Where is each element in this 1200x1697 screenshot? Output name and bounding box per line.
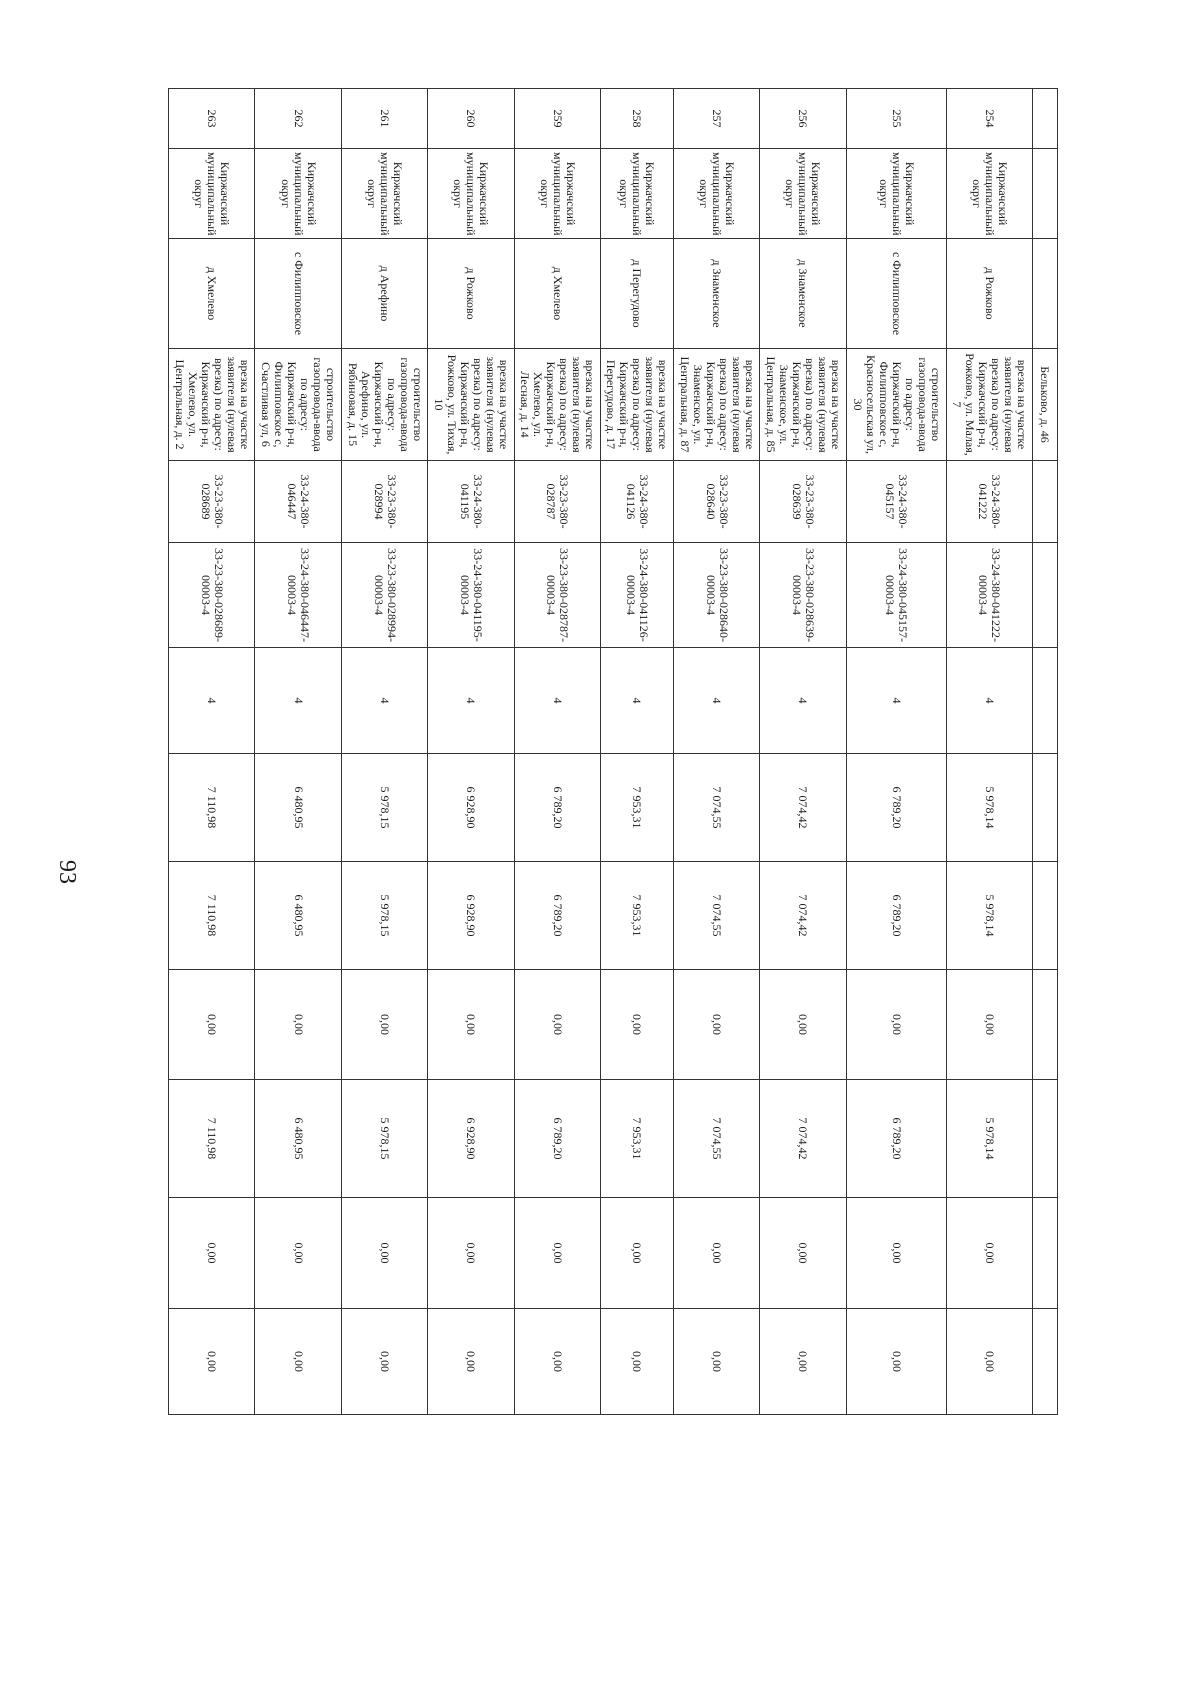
cell-row-number: 262 — [255, 89, 341, 149]
cell-category: 4 — [514, 648, 600, 754]
cell-district: Киржачский муниципальный округ — [169, 149, 255, 239]
cell-locality: д Хмелево — [514, 239, 600, 349]
cell-locality: д Знаменское — [760, 239, 846, 349]
cell-amount-1: 6 789,20 — [846, 754, 946, 862]
cell-amount-5: 0,00 — [601, 1198, 674, 1309]
cell-object-full-code: 33-24-380-041222-00003-4 — [946, 543, 1032, 648]
cell-amount-3: 0,00 — [846, 970, 946, 1080]
top-cell-empty — [1033, 89, 1058, 149]
top-cell-empty — [1033, 1309, 1058, 1415]
cell-district: Киржачский муниципальный округ — [514, 149, 600, 239]
rotated-table-container — [168, 88, 1058, 1372]
cell-object-full-code: 33-23-380-028639-00003-4 — [760, 543, 846, 648]
table-row — [341, 89, 427, 1415]
cell-amount-4: 7 074,55 — [673, 1080, 759, 1198]
cell-locality: д Перегудово — [601, 239, 674, 349]
cell-object-full-code: 33-23-380-028689-00003-4 — [169, 543, 255, 648]
cell-row-number: 261 — [341, 89, 427, 149]
cell-object-code: 33-24-380-041222 — [946, 461, 1032, 543]
table-row — [601, 89, 674, 1415]
cell-category: 4 — [428, 648, 514, 754]
cell-amount-1: 6 789,20 — [514, 754, 600, 862]
cell-object-code: 33-24-380-041195 — [428, 461, 514, 543]
cell-row-number: 263 — [169, 89, 255, 149]
cell-category: 4 — [846, 648, 946, 754]
cell-category: 4 — [169, 648, 255, 754]
cell-district: Киржачский муниципальный округ — [846, 149, 946, 239]
cell-object-full-code: 33-23-380-028787-00003-4 — [514, 543, 600, 648]
cell-row-number: 256 — [760, 89, 846, 149]
cell-object-full-code: 33-23-380-028994-00003-4 — [341, 543, 427, 648]
data-table — [168, 88, 1058, 1415]
cell-amount-6: 0,00 — [514, 1309, 600, 1415]
cell-row-number: 258 — [601, 89, 674, 149]
cell-row-number: 257 — [673, 89, 759, 149]
cell-work-description: врезка на участке заявителя (нулевая врезка) по адресу: Киржачский р-н, Хмелево, ул. Центральная, д. 2 — [169, 349, 255, 461]
page-number: 93 — [54, 860, 80, 884]
cell-amount-2: 6 928,90 — [428, 862, 514, 970]
cell-amount-3: 0,00 — [255, 970, 341, 1080]
cell-district: Киржачский муниципальный округ — [673, 149, 759, 239]
cell-amount-6: 0,00 — [341, 1309, 427, 1415]
cell-category: 4 — [673, 648, 759, 754]
top-cell-empty — [1033, 754, 1058, 862]
cell-amount-6: 0,00 — [673, 1309, 759, 1415]
cell-amount-2: 7 074,55 — [673, 862, 759, 970]
table-row — [946, 89, 1032, 1415]
cell-district: Киржачский муниципальный округ — [760, 149, 846, 239]
top-cell-address: Бельково, д. 46 — [1033, 349, 1058, 461]
table-row — [760, 89, 846, 1415]
table-row — [169, 89, 255, 1415]
cell-amount-3: 0,00 — [673, 970, 759, 1080]
cell-district: Киржачский муниципальный округ — [601, 149, 674, 239]
table-body — [169, 89, 1058, 1415]
cell-amount-4: 5 978,15 — [341, 1080, 427, 1198]
cell-object-full-code: 33-24-380-041126-00003-4 — [601, 543, 674, 648]
top-cell-empty — [1033, 862, 1058, 970]
cell-amount-2: 7 074,42 — [760, 862, 846, 970]
cell-district: Киржачский муниципальный округ — [341, 149, 427, 239]
cell-object-code: 33-24-380-045157 — [846, 461, 946, 543]
cell-object-code: 33-23-380-028994 — [341, 461, 427, 543]
top-cell-empty — [1033, 543, 1058, 648]
cell-amount-6: 0,00 — [255, 1309, 341, 1415]
table-row — [673, 89, 759, 1415]
cell-work-description: врезка на участке заявителя (нулевая врезка) по адресу: Киржачский р-н, Рожково, ул. Малая, 7 — [946, 349, 1032, 461]
top-cell-empty — [1033, 149, 1058, 239]
cell-amount-4: 5 978,14 — [946, 1080, 1032, 1198]
cell-amount-4: 7 110,98 — [169, 1080, 255, 1198]
cell-amount-6: 0,00 — [169, 1309, 255, 1415]
cell-amount-4: 6 789,20 — [514, 1080, 600, 1198]
cell-row-number: 255 — [846, 89, 946, 149]
top-cell-empty — [1033, 239, 1058, 349]
cell-amount-2: 6 789,20 — [846, 862, 946, 970]
cell-work-description: врезка на участке заявителя (нулевая врезка) по адресу: Киржачский р-н, Знаменское, ул. Центральная, д. 85 — [760, 349, 846, 461]
cell-category: 4 — [255, 648, 341, 754]
cell-amount-2: 6 480,95 — [255, 862, 341, 970]
cell-amount-1: 7 074,42 — [760, 754, 846, 862]
table-row — [846, 89, 946, 1415]
top-cell-empty — [1033, 461, 1058, 543]
cell-work-description: врезка на участке заявителя (нулевая врезка) по адресу: Киржачский р-н, Перегудово, д. 17 — [601, 349, 674, 461]
top-cell-empty — [1033, 970, 1058, 1080]
cell-amount-3: 0,00 — [760, 970, 846, 1080]
cell-category: 4 — [946, 648, 1032, 754]
cell-amount-2: 7 953,31 — [601, 862, 674, 970]
cell-locality: д Знаменское — [673, 239, 759, 349]
cell-amount-5: 0,00 — [946, 1198, 1032, 1309]
cell-work-description: строительство газопровода-ввода по адресу: Киржачский р-н, Филипповское с, Красносельская ул, 30 — [846, 349, 946, 461]
cell-amount-4: 6 480,95 — [255, 1080, 341, 1198]
cell-amount-1: 6 480,95 — [255, 754, 341, 862]
cell-category: 4 — [601, 648, 674, 754]
table-row — [514, 89, 600, 1415]
cell-locality: с Филипповское — [255, 239, 341, 349]
cell-amount-4: 6 789,20 — [846, 1080, 946, 1198]
cell-amount-2: 6 789,20 — [514, 862, 600, 970]
cell-locality: с Филипповское — [846, 239, 946, 349]
top-cell-empty — [1033, 1080, 1058, 1198]
cell-object-code: 33-23-380-028787 — [514, 461, 600, 543]
cell-amount-5: 0,00 — [760, 1198, 846, 1309]
cell-amount-3: 0,00 — [514, 970, 600, 1080]
cell-amount-4: 7 074,42 — [760, 1080, 846, 1198]
cell-object-code: 33-24-380-041126 — [601, 461, 674, 543]
cell-work-description: врезка на участке заявителя (нулевая врезка) по адресу: Киржачский р-н, Знаменское, ул. Центральная, д. 87 — [673, 349, 759, 461]
cell-work-description: строительство газопровода-ввода по адресу: Киржачский р-н, Филипповское с, Счастливая ул, 6 — [255, 349, 341, 461]
cell-locality: д Рожково — [946, 239, 1032, 349]
cell-amount-5: 0,00 — [169, 1198, 255, 1309]
cell-amount-1: 5 978,15 — [341, 754, 427, 862]
cell-object-full-code: 33-24-380-046447-00003-4 — [255, 543, 341, 648]
cell-amount-5: 0,00 — [673, 1198, 759, 1309]
cell-amount-1: 7 074,55 — [673, 754, 759, 862]
cell-district: Киржачский муниципальный округ — [428, 149, 514, 239]
cell-work-description: строительство газопровода-ввода по адресу: Киржачский р-н, Арефино, ул. Рябиновая, д. 15 — [341, 349, 427, 461]
cell-object-full-code: 33-23-380-028640-00003-4 — [673, 543, 759, 648]
cell-district: Киржачский муниципальный округ — [946, 149, 1032, 239]
cell-amount-3: 0,00 — [428, 970, 514, 1080]
cell-amount-6: 0,00 — [601, 1309, 674, 1415]
cell-amount-6: 0,00 — [428, 1309, 514, 1415]
cell-amount-1: 6 928,90 — [428, 754, 514, 862]
cell-amount-5: 0,00 — [428, 1198, 514, 1309]
cell-amount-5: 0,00 — [846, 1198, 946, 1309]
cell-object-code: 33-23-380-028689 — [169, 461, 255, 543]
cell-amount-3: 0,00 — [601, 970, 674, 1080]
cell-amount-1: 7 110,98 — [169, 754, 255, 862]
top-cell-empty — [1033, 1198, 1058, 1309]
cell-category: 4 — [760, 648, 846, 754]
table-top-row — [1033, 89, 1058, 1415]
cell-row-number: 254 — [946, 89, 1032, 149]
cell-row-number: 260 — [428, 89, 514, 149]
cell-work-description: врезка на участке заявителя (нулевая врезка) по адресу: Киржачский р-н, Рожково, ул. Тихая, 10 — [428, 349, 514, 461]
cell-object-full-code: 33-24-380-041195-00003-4 — [428, 543, 514, 648]
cell-amount-1: 7 953,31 — [601, 754, 674, 862]
table-row — [428, 89, 514, 1415]
top-cell-empty — [1033, 648, 1058, 754]
cell-object-code: 33-23-380-028639 — [760, 461, 846, 543]
cell-amount-5: 0,00 — [255, 1198, 341, 1309]
cell-district: Киржачский муниципальный округ — [255, 149, 341, 239]
cell-amount-2: 5 978,15 — [341, 862, 427, 970]
cell-object-full-code: 33-24-380-045157-00003-4 — [846, 543, 946, 648]
cell-locality: д Рожково — [428, 239, 514, 349]
cell-amount-2: 5 978,14 — [946, 862, 1032, 970]
cell-amount-3: 0,00 — [946, 970, 1032, 1080]
cell-amount-6: 0,00 — [760, 1309, 846, 1415]
cell-category: 4 — [341, 648, 427, 754]
cell-object-code: 33-24-380-046447 — [255, 461, 341, 543]
cell-amount-1: 5 978,14 — [946, 754, 1032, 862]
cell-amount-2: 7 110,98 — [169, 862, 255, 970]
table-row — [255, 89, 341, 1415]
cell-row-number: 259 — [514, 89, 600, 149]
cell-amount-4: 6 928,90 — [428, 1080, 514, 1198]
cell-amount-6: 0,00 — [846, 1309, 946, 1415]
cell-amount-4: 7 953,31 — [601, 1080, 674, 1198]
cell-amount-3: 0,00 — [169, 970, 255, 1080]
cell-object-code: 33-23-380-028640 — [673, 461, 759, 543]
cell-work-description: врезка на участке заявителя (нулевая врезка) по адресу: Киржачский р-н, Хмелево, ул. Лесная, д. 14 — [514, 349, 600, 461]
cell-amount-3: 0,00 — [341, 970, 427, 1080]
cell-amount-5: 0,00 — [514, 1198, 600, 1309]
cell-amount-5: 0,00 — [341, 1198, 427, 1309]
cell-locality: д Хмелево — [169, 239, 255, 349]
cell-locality: д Арефино — [341, 239, 427, 349]
cell-amount-6: 0,00 — [946, 1309, 1032, 1415]
